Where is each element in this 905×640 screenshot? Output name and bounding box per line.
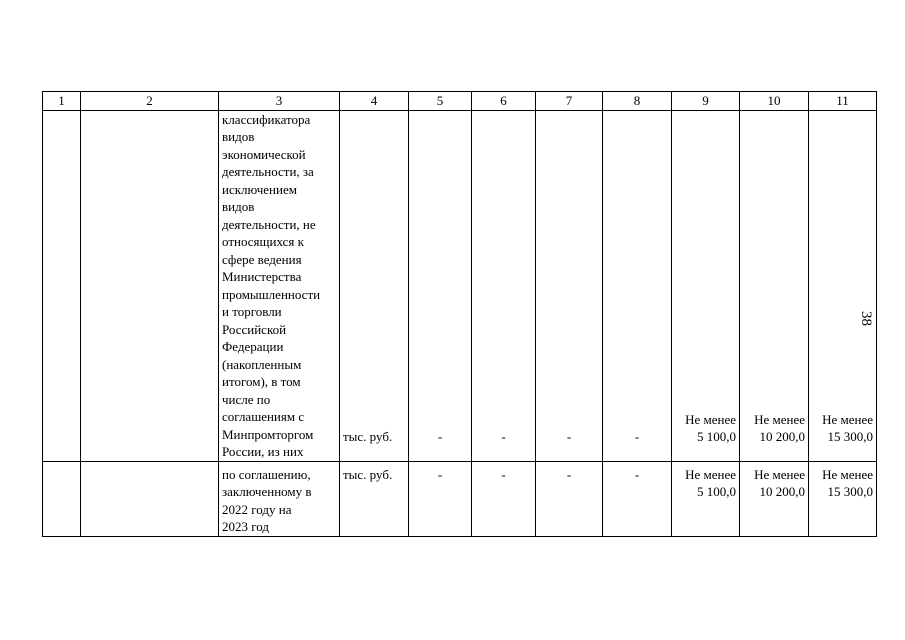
table-row: [43, 110, 877, 461]
description-line: деятельности, за: [222, 164, 314, 179]
col-header-1: 1: [43, 92, 81, 111]
cell-empty: [81, 461, 219, 536]
col-header-10: 10: [740, 92, 809, 111]
value-amount: 15 300,0: [827, 429, 873, 444]
col-header-5: 5: [409, 92, 472, 111]
description-line: классификатора: [222, 111, 311, 127]
col-header-2: 2: [81, 92, 219, 111]
value-amount: 10 200,0: [759, 484, 805, 499]
value-amount: 5 100,0: [697, 484, 736, 499]
cell-empty: [43, 461, 81, 536]
value-cell-7: -: [536, 461, 603, 536]
description-line: 2022 году на: [222, 501, 292, 517]
value-cell-6: -: [472, 461, 536, 536]
description-line: видов: [222, 199, 255, 214]
description-line: (накопленным: [222, 356, 302, 372]
description-line: промышленности: [222, 286, 321, 302]
col-header-9: 9: [672, 92, 740, 111]
description-line: 2023 год: [222, 519, 269, 534]
description-line: заключенному в: [222, 484, 312, 499]
unit-cell: тыс. руб.: [340, 461, 409, 536]
col-header-4: 4: [340, 92, 409, 111]
description-line: исключением: [222, 181, 297, 197]
value-qualifier: Не менее: [754, 411, 805, 427]
value-cell-11: [809, 461, 877, 536]
value-cell-10: [740, 110, 809, 461]
cell-empty: [81, 110, 219, 461]
description-line: по соглашению,: [222, 466, 311, 482]
value-cell-11: [809, 110, 877, 461]
description-cell: [219, 110, 340, 461]
value-qualifier: Не менее: [685, 466, 736, 482]
description-line: и торговли: [222, 304, 282, 319]
value-cell-5: -: [409, 110, 472, 461]
value-cell-5: -: [409, 461, 472, 536]
description-cell: [219, 461, 340, 536]
col-header-8: 8: [603, 92, 672, 111]
unit-cell: тыс. руб.: [340, 110, 409, 461]
col-header-11: 11: [809, 92, 877, 111]
value-cell-10: [740, 461, 809, 536]
description-line: соглашениям с: [222, 409, 305, 424]
value-amount: 15 300,0: [827, 484, 873, 499]
value-qualifier: Не менее: [685, 411, 736, 427]
indicator-table: [42, 91, 877, 537]
value-qualifier: Не менее: [822, 466, 873, 482]
description-line: числе по: [222, 391, 271, 407]
description-line: экономической: [222, 146, 306, 162]
description-line: итогом), в том: [222, 374, 301, 389]
description-line: Министерства: [222, 269, 302, 284]
value-cell-9: [672, 461, 740, 536]
header-row: [43, 92, 877, 111]
value-cell-8: -: [603, 110, 672, 461]
value-amount: 5 100,0: [697, 429, 736, 444]
value-amount: 10 200,0: [759, 429, 805, 444]
page-number: 38: [858, 311, 874, 326]
description-line: видов: [222, 129, 255, 144]
value-cell-8: -: [603, 461, 672, 536]
description-line: Минпромторгом: [222, 426, 314, 442]
value-qualifier: Не менее: [822, 411, 873, 427]
col-header-7: 7: [536, 92, 603, 111]
value-qualifier: Не менее: [754, 466, 805, 482]
value-cell-7: -: [536, 110, 603, 461]
col-header-6: 6: [472, 92, 536, 111]
table-row: [43, 461, 877, 536]
col-header-3: 3: [219, 92, 340, 111]
description-line: относящихся к: [222, 234, 304, 249]
description-line: Российской: [222, 321, 287, 337]
description-line: деятельности, не: [222, 216, 316, 232]
description-line: Федерации: [222, 339, 284, 354]
description-line: сфере ведения: [222, 251, 302, 267]
value-cell-6: -: [472, 110, 536, 461]
value-cell-9: [672, 110, 740, 461]
cell-empty: [43, 110, 81, 461]
description-line: России, из них: [222, 444, 304, 459]
